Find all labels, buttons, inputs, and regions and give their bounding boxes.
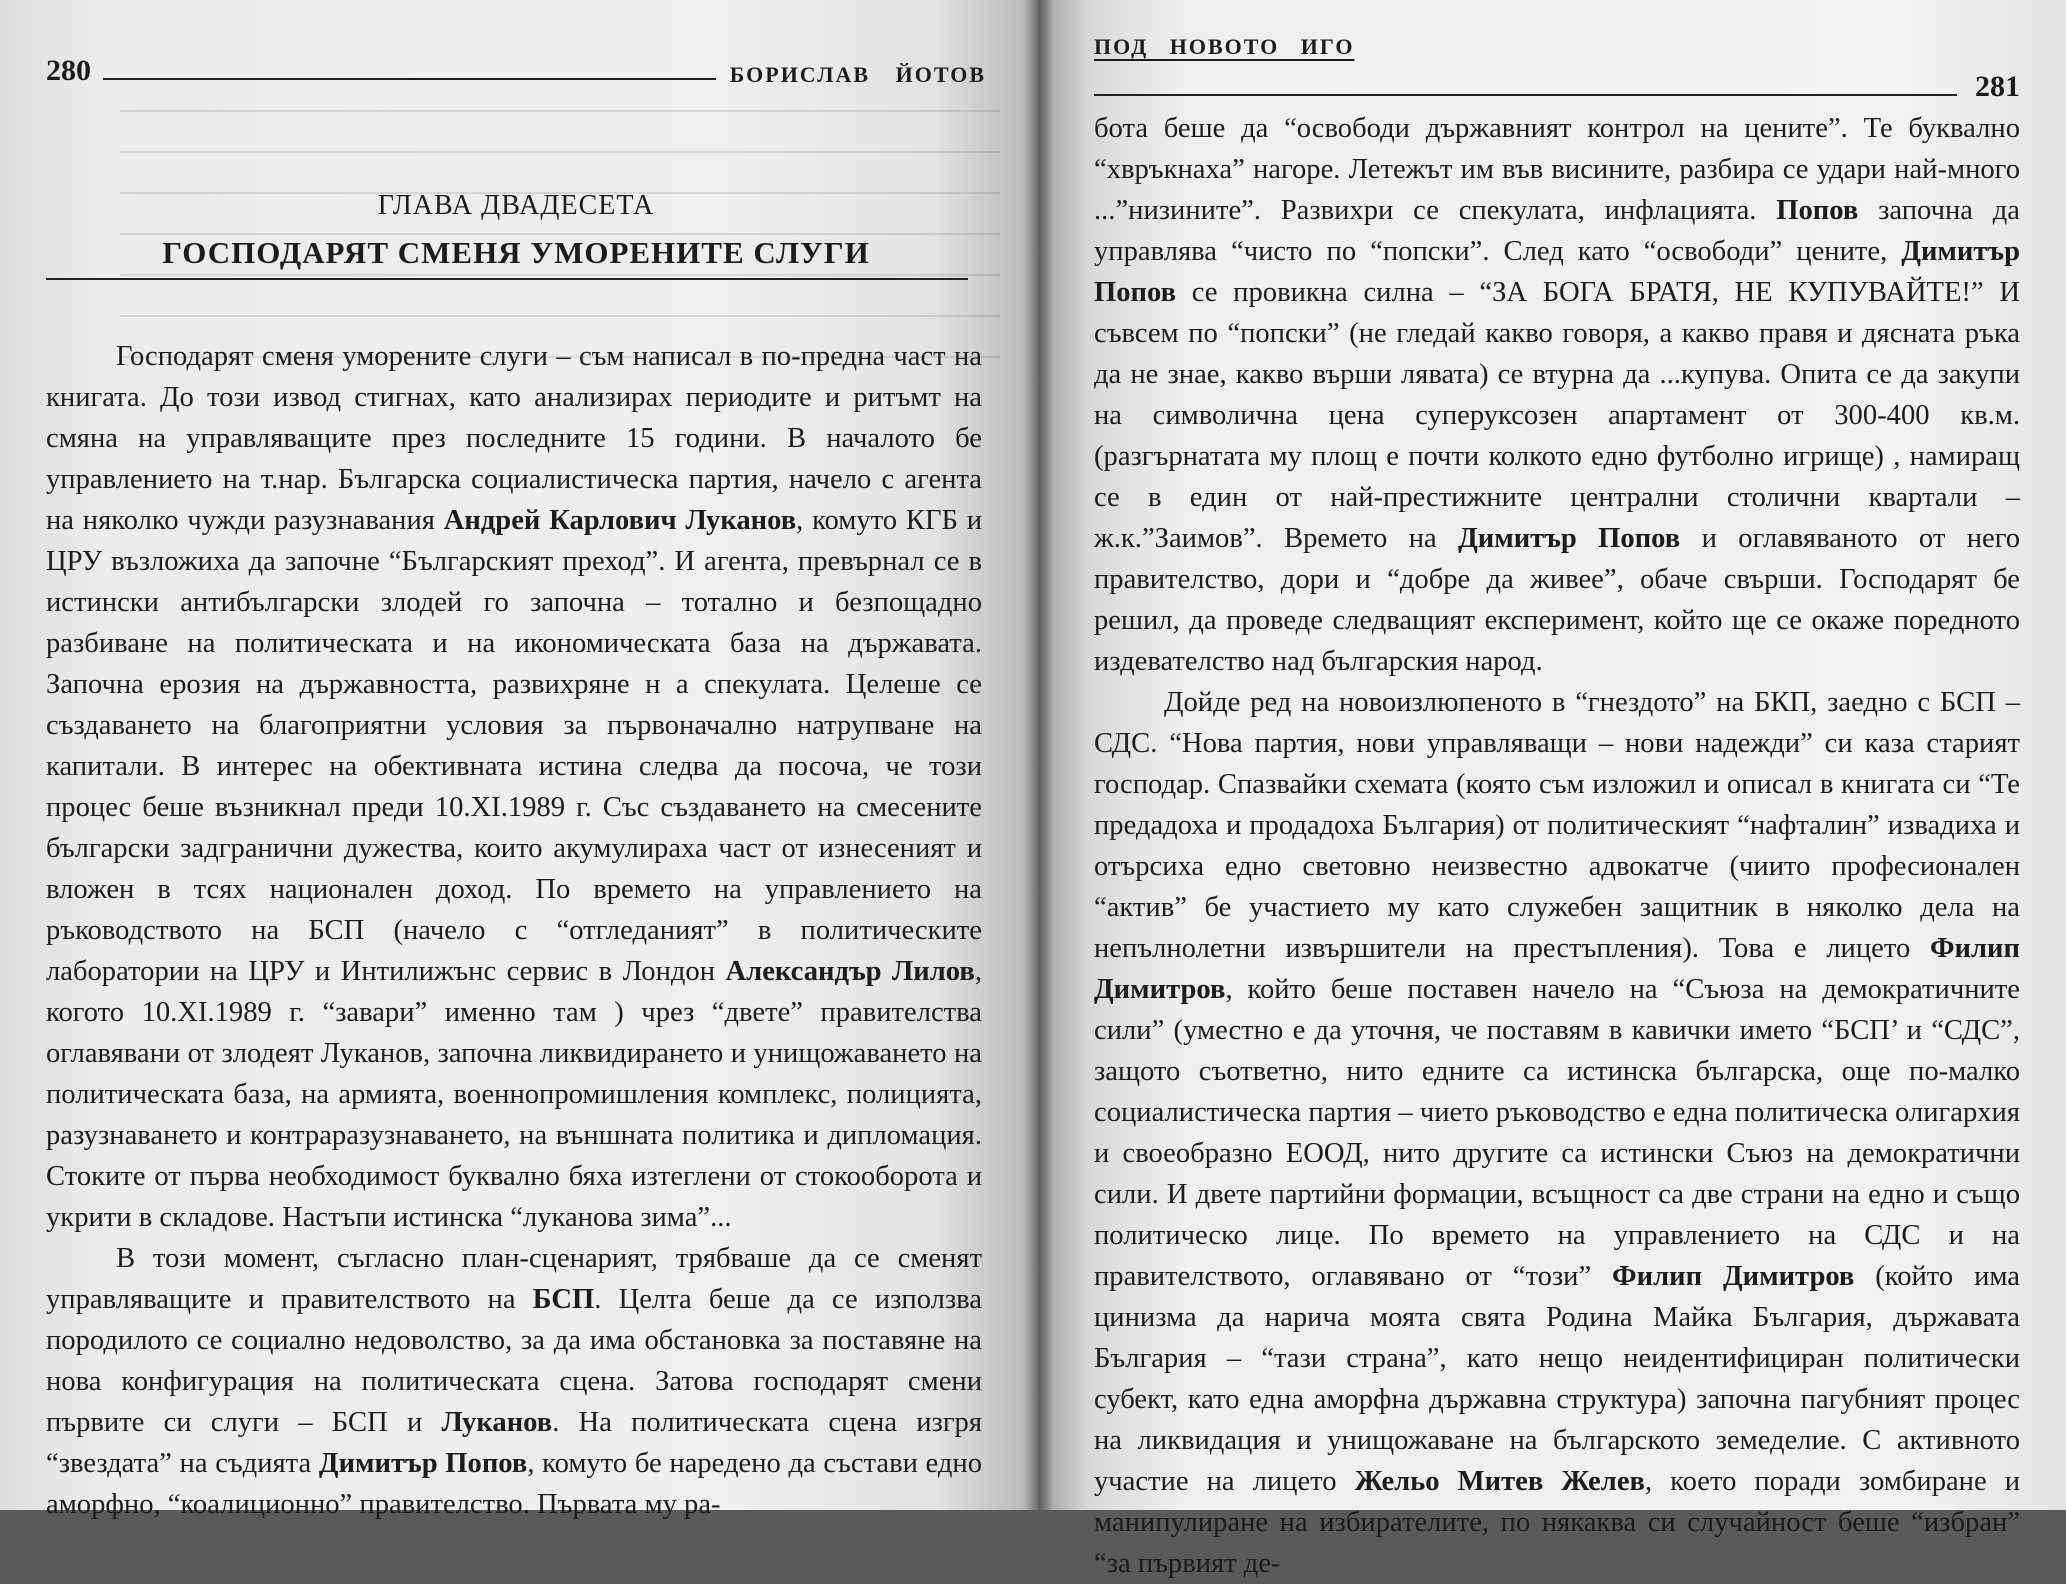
- text-run: , когото 10.XI.1989 г. “завари” именно там ) чрез “двете” правителства оглавявани от злодеят Луканов, започна ликвидирането и унищожаването на политическата база, на армията, военнопромишления комплекс, полицията, разузнаването и контраразузнаването, на външната политика и дипломация. Стоките от първа необходимост буквално бяха изтеглени от стокооборота и укрити в складове. Настъпи истинска “луканова зима”...: [46, 956, 982, 1233]
- bold-name: Андрей Карлович Луканов: [443, 505, 797, 536]
- bold-name: Александър Лилов: [725, 956, 975, 987]
- bold-name: Димитър Попов: [1094, 236, 2020, 308]
- right-page-number: 281: [1975, 70, 2020, 103]
- bold-name: Луканов: [441, 1407, 553, 1438]
- text-run: Господарят сменя уморените слуги – съм написал в по-предна част на книгата. До този извод стигнах, като анализирах периодите и ритъмт на смяна на управляващите през последните 15 години. В началото бе управлението на т.нар. Българска социалистическа партия, начело с агента на няколко чужди разузнавания: [46, 341, 982, 536]
- text-run: . На политическата сцена изгря “звездата” на съдията: [46, 1407, 982, 1479]
- right-page: [1038, 0, 2066, 1579]
- left-page-number: 280: [46, 54, 91, 87]
- left-page-body: [46, 336, 986, 1525]
- bold-name: Жельо Митев Желев: [1354, 1466, 1645, 1497]
- text-run: , което поради зомбиране и манипулиране на избирателите, по някаква си случайност беше “избран” “за първият де-: [1094, 1466, 2021, 1579]
- paragraph: [1094, 682, 2020, 1584]
- bold-name: Димитър Попов: [318, 1448, 528, 1479]
- right-page-header: [1094, 62, 2020, 104]
- paragraph: [1094, 108, 2020, 682]
- title-rule: [46, 278, 968, 280]
- text-run: (който има цинизма да нарича моята свята Родина Майка България, държавата България – “тази страна”, като нещо неидентифициран политически субект, като една аморфна държавна структура) започна пагубният процес на ликвидация и унищожаване на българското земеделие. С активното участие на лицето: [1094, 1261, 2020, 1497]
- bold-name: Попов: [1776, 195, 1859, 226]
- bold-name: Димитър Попов: [1458, 523, 1681, 554]
- left-page-header: [46, 48, 986, 88]
- text-run: и оглавяваното от него правителство, дори и “добре да живее”, обаче свърши. Господарят бе решил, да проведе следващият експеримент, който ще се окаже поредното издевателство над българския народ.: [1094, 523, 2021, 677]
- text-run: Дойде ред на новоизлюпеното в “гнездото” на БКП, заедно с БСП – СДС. “Нова партия, нови управляващи – нови надежди” си каза старият господар. Спазвайки схемата (която съм изложил и описал в книгата си “Те предадоха и продадоха България) от политическият “нафталин” извадиха и отърсиха едно световно неизвестно адвокатче (чиито професионален “актив” бе участието му като служебен защитник в няколко дела на непълнолетни извършители на престъпления). Това е лицето: [1094, 687, 2020, 964]
- paragraph: [46, 336, 982, 1238]
- chapter-title: ГОСПОДАРЯТ СМЕНЯ УМОРЕНИТЕ СЛУГИ: [162, 235, 870, 270]
- chapter-heading: [46, 186, 986, 280]
- header-rule: [1094, 94, 1957, 96]
- text-run: , комуто бе наредено да състави едно аморфно, “коалиционно” правителство. Първата му ра-: [46, 1448, 983, 1520]
- chapter-label: ГЛАВА ДВАДЕСЕТА: [377, 190, 655, 221]
- left-page: [0, 0, 1038, 1520]
- right-page-body: [1094, 108, 2020, 1584]
- left-running-head: БОРИСЛАВ ЙОТОВ: [729, 62, 986, 87]
- text-run: . Целта беше да се използва породилото се социално недоволство, за да има обстановка за поставяне на нова конфигурация на политическата сцена. Затова господарят смени първите си слуги – БСП и: [46, 1284, 982, 1438]
- bold-name: Филип Димитров: [1094, 933, 2020, 1005]
- book-gutter: [1024, 0, 1054, 1510]
- text-run: , който беше поставен начело на “Съюза на демократичните сили” (уместно е да уточня, че поставям в кавички името “БСП’ и “СДС”, защото съответно, нито едните са истинска българска, още по-малко социалистическа партия – чието ръководство е една политическа олигархия и своеобразно ЕООД, нито другите са истински Съюз на демократични сили. И двете партийни формации, всъщност са две страни на едно и също политическо лице. По времето на управлението на СДС и на правителството, оглавявано от “този”: [1094, 974, 2021, 1292]
- bold-name: БСП: [532, 1284, 595, 1315]
- paragraph: [46, 1238, 982, 1525]
- header-rule: [103, 78, 716, 80]
- text-run: се провикна силна – “ЗА БОГА БРАТЯ, НЕ КУПУВАЙТЕ!” И съвсем по “попски” (не гледай какво говоря, а какво правя и дясната ръка да не знае, какво върши лявата) се втурна да ...купува. Опита се да закупи на символична цена суперуксозен апартамент от 300-400 кв.м. (разгърнатата му площ е почти колкото едно футболно игрище) , намиращ се в един от най-престижните централни столични квартали – ж.к.”Заимов”. Времето на: [1094, 277, 2020, 554]
- right-running-head: ПОД НОВОТО ИГО: [1094, 34, 1355, 59]
- text-run: , комуто КГБ и ЦРУ възложиха да започне “Българският преход”. И агента, превърнал се в истински антибългарски злодей го започна – тотално и безпощадно разбиване на политическата и на икономическата база на държавата. Започна ерозия на държавността, развихряне н а спекулата. Целеше се създаването на благоприятни условия за първоначално натрупване на капитали. В интерес на обективната истина следва да посоча, че този процес беше възникнал преди 10.XI.1989 г. Със създаването на смесените български задгранични дужества, които акумулираха част от изнесеният и вложен в тсях национален доход. По времето на управлението на ръководството на БСП (начело с “отгледаният” в политическите лаборатории на ЦРУ и Интилижънс сервис в Лондон: [46, 505, 982, 987]
- bold-name: Филип Димитров: [1612, 1261, 1855, 1292]
- text-run: В този момент, съгласно план-сценарият, трябваше да се сменят управляващите и правителството на: [46, 1243, 982, 1315]
- text-run: бота беше да “освободи държавният контрол на цените”. Те буквално “хвръкнаха” нагоре. Летежът им във висините, разбира се удари най-много ...”низините”. Развихри се спекулата, инфлацията.: [1094, 113, 2020, 226]
- text-run: започна да управлява “чисто по “попски”. След като “освободи” цените,: [1094, 195, 2020, 267]
